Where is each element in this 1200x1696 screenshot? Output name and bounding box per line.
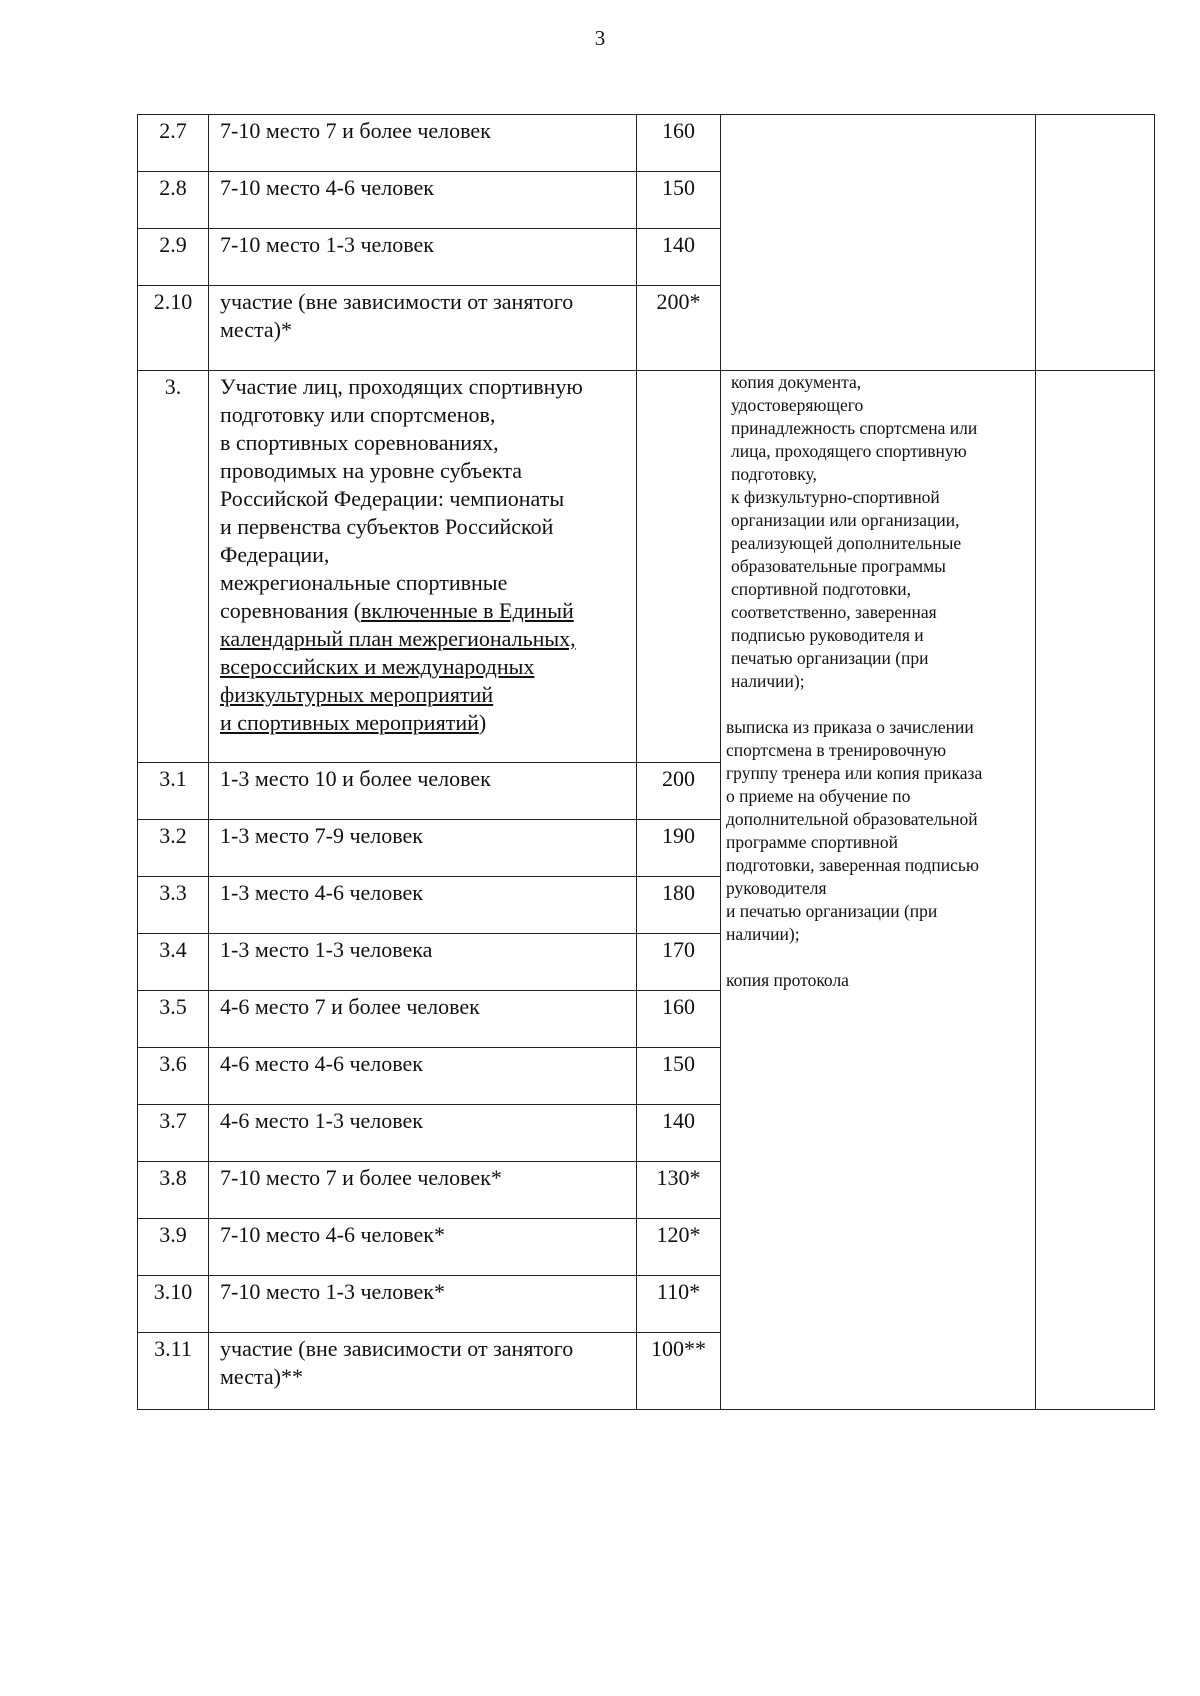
section-description-text: Участие лиц, проходящих спортивную подготовку или спортсменов, в спортивных соревнованиях, проводимых на уровне субъекта Российской Федерации: чемпионаты и первенства субъектов Российской Федерации, межрегиональные спортивные соревнования (	[220, 374, 583, 623]
section-number: 3.	[138, 371, 209, 763]
row-description: участие (вне зависимости от занятого места)**	[209, 1333, 637, 1410]
row-description: 1-3 место 10 и более человек	[209, 763, 637, 820]
row-description: 4-6 место 1-3 человек	[209, 1105, 637, 1162]
row-points: 140	[637, 229, 721, 286]
section-points	[637, 371, 721, 763]
row-number: 3.9	[138, 1219, 209, 1276]
row-number: 2.7	[138, 115, 209, 172]
row-number: 3.4	[138, 934, 209, 991]
row-points: 200*	[637, 286, 721, 371]
row-description: 1-3 место 7-9 человек	[209, 820, 637, 877]
row-number: 3.8	[138, 1162, 209, 1219]
table-row	[138, 115, 1155, 172]
row-number: 3.2	[138, 820, 209, 877]
row-description: 7-10 место 7 и более человек	[209, 115, 637, 172]
row-description: 7-10 место 4-6 человек*	[209, 1219, 637, 1276]
row-points: 150	[637, 172, 721, 229]
row-points: 130*	[637, 1162, 721, 1219]
row-number: 3.10	[138, 1276, 209, 1333]
empty-cell-section3	[1036, 371, 1155, 1410]
section-description-underlined: включенные в Единый календарный план межрегиональных, всероссийских и международных физкультурных мероприятий и спортивных мероприятий	[220, 598, 576, 735]
row-points: 170	[637, 934, 721, 991]
documents-item: выписка из приказа о зачислении спортсмена в тренировочную группу тренера или копия приказа о приеме на обучение по дополнительной образовательной программе спортивной подготовки, заверенная подписью руководителя и печатью организации (при наличии);	[726, 717, 983, 944]
page-number: 3	[594, 26, 606, 50]
row-description: 7-10 место 4-6 человек	[209, 172, 637, 229]
row-points: 160	[637, 115, 721, 172]
row-number: 3.6	[138, 1048, 209, 1105]
row-points: 180	[637, 877, 721, 934]
row-points: 120*	[637, 1219, 721, 1276]
row-points: 200	[637, 763, 721, 820]
section-header-row	[138, 371, 1155, 763]
row-points: 150	[637, 1048, 721, 1105]
row-description: 4-6 место 7 и более человек	[209, 991, 637, 1048]
row-number: 3.11	[138, 1333, 209, 1410]
documents-cell-section2	[721, 115, 1036, 371]
row-description: 1-3 место 1-3 человека	[209, 934, 637, 991]
section-description-close: )	[478, 710, 487, 735]
documents-item: копия документа, удостоверяющего принадлежность спортсмена или лица, проходящего спортивную подготовку, к физкультурно-спортивной организации или организации, реализующей дополнительные образовательные программы спортивной подготовки, соответственно, заверенная подписью руководителя и печатью организации (при наличии);	[731, 372, 978, 691]
row-number: 3.7	[138, 1105, 209, 1162]
row-description: 1-3 место 4-6 человек	[209, 877, 637, 934]
row-description: 4-6 место 4-6 человек	[209, 1048, 637, 1105]
row-points: 140	[637, 1105, 721, 1162]
empty-cell-section2	[1036, 115, 1155, 371]
row-number: 3.5	[138, 991, 209, 1048]
row-points: 100**	[637, 1333, 721, 1410]
row-number: 3.3	[138, 877, 209, 934]
documents-cell-section3	[721, 371, 1036, 1410]
row-points: 190	[637, 820, 721, 877]
row-points: 110*	[637, 1276, 721, 1333]
row-number: 2.9	[138, 229, 209, 286]
scoring-table	[137, 114, 1155, 1410]
row-number: 2.10	[138, 286, 209, 371]
row-description: 7-10 место 1-3 человек	[209, 229, 637, 286]
row-number: 3.1	[138, 763, 209, 820]
row-points: 160	[637, 991, 721, 1048]
row-number: 2.8	[138, 172, 209, 229]
row-description: 7-10 место 7 и более человек*	[209, 1162, 637, 1219]
documents-item: копия протокола	[726, 970, 849, 990]
section-description	[209, 371, 637, 763]
row-description: участие (вне зависимости от занятого места)*	[209, 286, 637, 371]
row-description: 7-10 место 1-3 человек*	[209, 1276, 637, 1333]
